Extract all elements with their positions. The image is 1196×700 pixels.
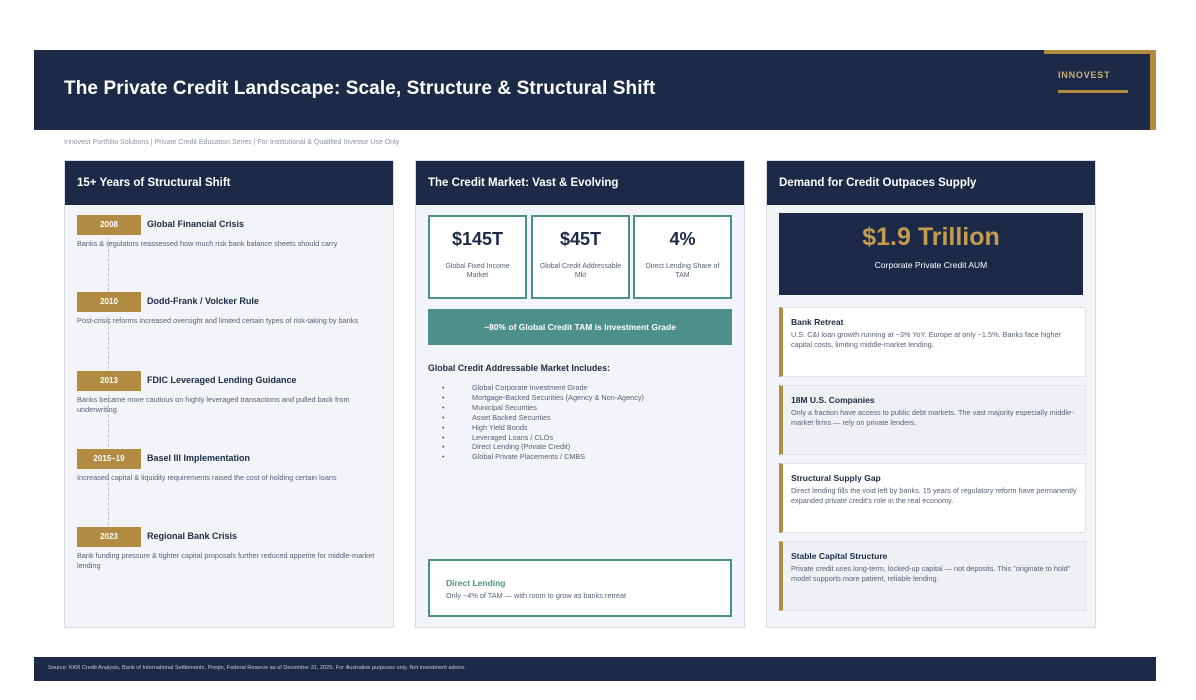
- list-item: • Leveraged Loans / CLOs: [442, 433, 644, 443]
- list-item: • Municipal Securities: [442, 403, 644, 413]
- demand-card-title: Bank Retreat: [791, 317, 844, 327]
- aum-label: Corporate Private Credit AUM: [874, 260, 988, 270]
- demand-card-title: Stable Capital Structure: [791, 551, 888, 561]
- aum-highlight: [779, 213, 1083, 295]
- market-panel-title: The Credit Market: Vast & Evolving: [416, 161, 744, 205]
- demand-card: [779, 307, 1086, 377]
- brand-underline: [1058, 90, 1128, 93]
- timeline-item-title: Dodd-Frank / Volcker Rule: [147, 296, 259, 306]
- demand-panel: [766, 160, 1096, 628]
- demand-card-desc: Direct lending fills the void left by banks. 15 years of regulatory reform have permanently expanded private credit's role in the real economy.: [791, 486, 1077, 505]
- stat-label: Global Credit Addressable Mkt: [539, 263, 622, 279]
- timeline-year-badge: 2010: [77, 292, 141, 312]
- timeline-year-badge: 2023: [77, 527, 141, 547]
- timeline-item-desc: Bank funding pressure & tighter capital proposals further reduced appetite for middle-market lending: [77, 551, 375, 570]
- demand-card: [779, 541, 1086, 611]
- demand-card-desc: U.S. C&I loan growth running at ~3% YoY. Europe at only ~1.5%. Banks face higher capital costs, limiting middle-market lending.: [791, 330, 1062, 349]
- list-item: • Global Corporate Investment Grade: [442, 383, 644, 393]
- stat-value: $145T: [451, 229, 504, 249]
- list-item: • High Yield Bonds: [442, 423, 644, 433]
- list-item: • Mortgage-Backed Securities (Agency & Non-Agency): [442, 393, 644, 403]
- includes-heading: Global Credit Addressable Market Includes:: [428, 363, 611, 373]
- list-item: • Direct Lending (Private Credit): [442, 442, 644, 452]
- stat-label: Global Fixed Income Market: [445, 263, 510, 279]
- direct-lending-title: Direct Lending: [446, 578, 506, 588]
- timeline-item-desc: Increased capital & liquidity requirements raised the cost of holding certain loans: [77, 473, 337, 482]
- demand-card-desc: Only a fraction have access to public debt markets. The vast majority especially middle-market firms — rely on private lenders.: [791, 408, 1074, 427]
- brand-name: INNOVEST: [1058, 70, 1111, 80]
- list-item: • Global Private Placements / CMBS: [442, 452, 644, 462]
- stat-value: $45T: [559, 229, 602, 249]
- page-title: The Private Credit Landscape: Scale, Structure & Structural Shift: [64, 78, 656, 99]
- timeline-year-badge: 2008: [77, 215, 141, 235]
- demand-panel-title: Demand for Credit Outpaces Supply: [767, 161, 1095, 205]
- direct-lending-desc: Only ~4% of TAM — with room to grow as banks retreat: [446, 591, 626, 600]
- timeline-item-title: Basel III Implementation: [147, 453, 251, 463]
- header-bar: [34, 50, 1156, 130]
- demand-card: [779, 463, 1086, 533]
- stat-value: 4%: [669, 229, 696, 249]
- timeline-item-desc: Post-crisis reforms increased oversight and limited certain types of risk-taking by banks: [77, 316, 359, 325]
- stat-card: [531, 215, 630, 299]
- aum-value: $1.9 Trillion: [862, 223, 1000, 251]
- list-item: • Asset Backed Securities: [442, 413, 644, 423]
- demand-card-desc: Private credit uses long-term, locked-up capital — not deposits. This "originate to hold" model supports more patient, reliable lending.: [791, 564, 1071, 583]
- stat-label: Direct Lending Share of TAM: [645, 263, 720, 279]
- direct-lending-callout: [428, 559, 732, 617]
- stat-card: [428, 215, 527, 299]
- stat-card: [633, 215, 732, 299]
- demand-card-title: Structural Supply Gap: [791, 473, 881, 483]
- timeline-item-title: Global Financial Crisis: [147, 219, 245, 229]
- source-note: Source: KKR Credit Analysis, Bank of International Settlements, Preqin, Federal Reserve as of December 31, 2025. For illustrative purposes only. Not investment advice.: [48, 665, 467, 671]
- demand-card: [779, 385, 1086, 455]
- investment-grade-banner: ~80% of Global Credit TAM is Investment Grade: [428, 309, 732, 345]
- demand-card-title: 18M U.S. Companies: [791, 395, 875, 405]
- timeline-item-title: FDIC Leveraged Lending Guidance: [147, 375, 297, 385]
- market-panel: [415, 160, 745, 628]
- timeline-item-title: Regional Bank Crisis: [147, 531, 238, 541]
- timeline-year-badge: 2015–19: [77, 449, 141, 469]
- timeline-panel-title: 15+ Years of Structural Shift: [65, 161, 393, 205]
- timeline-year-badge: 2013: [77, 371, 141, 391]
- subtitle: Innovest Portfolio Solutions | Private Credit Education Series | For Institutional & Qualified Investor Use Only: [64, 139, 400, 146]
- footer-bar: [34, 657, 1156, 681]
- timeline-item-desc: Banks became more cautious on highly leveraged transactions and pulled back from underwriting: [77, 395, 350, 414]
- brand-logo: [1044, 50, 1156, 130]
- timeline-panel: [64, 160, 394, 628]
- timeline-item-desc: Banks & regulators reassessed how much risk bank balance sheets should carry: [77, 239, 338, 248]
- includes-list: [442, 383, 644, 462]
